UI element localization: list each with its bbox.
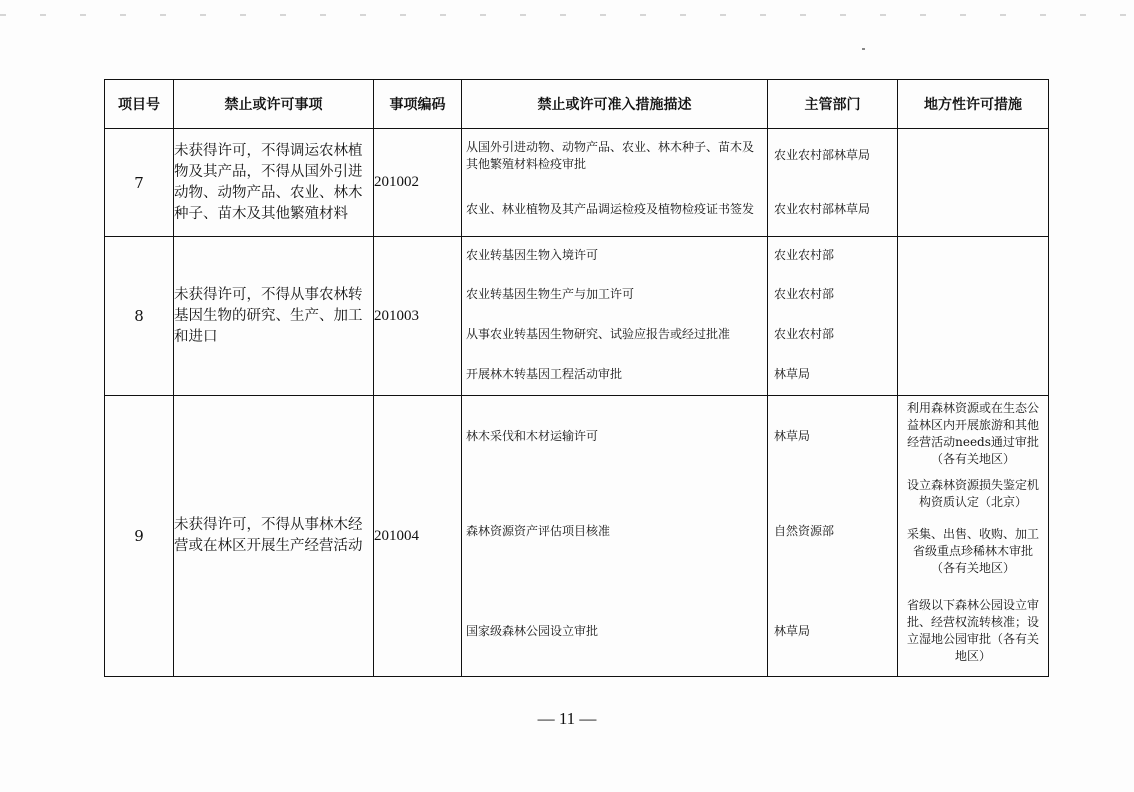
measure-dept: 农业农村部 xyxy=(774,248,835,262)
row-code: 201003 xyxy=(374,237,462,396)
row-local-measures xyxy=(898,237,1049,396)
measure-dept: 农业农村部林草局 xyxy=(774,201,871,216)
permit-table xyxy=(104,79,1049,677)
measure-desc: 农业转基因生物生产与加工许可 xyxy=(466,286,635,301)
table-header-row xyxy=(105,80,1049,129)
measure-desc: 农业、林业植物及其产品调运检疫及植物检疫证书签发 xyxy=(466,201,755,216)
row-item: 未获得许可，不得从事林木经营或在林区开展生产经营活动 xyxy=(174,396,374,677)
row-number: 8 xyxy=(105,237,174,396)
row-descriptions xyxy=(462,237,768,396)
measure-dept: 农业农村部 xyxy=(774,286,835,301)
row-departments xyxy=(768,396,898,677)
local-measure: 省级以下森林公园设立审批、经营权流转核准；设立湿地公园审批（各有关地区） xyxy=(906,598,1039,663)
measure-desc: 从事农业转基因生物研究、试验应报告或经过批准 xyxy=(466,326,731,341)
page-number: — 11 — xyxy=(537,709,597,728)
row-code: 201002 xyxy=(374,129,462,237)
header-description: 禁止或许可准入措施描述 xyxy=(462,80,768,129)
measure-desc: 开展林木转基因工程活动审批 xyxy=(466,367,623,381)
table-row xyxy=(105,237,1049,396)
header-item: 禁止或许可事项 xyxy=(174,80,374,129)
row-local-measures xyxy=(898,129,1049,237)
row-code: 201004 xyxy=(374,396,462,677)
measure-dept: 林草局 xyxy=(774,623,811,638)
measure-desc: 林木采伐和木材运输许可 xyxy=(466,428,599,443)
row-item: 未获得许可，不得从事农林转基因生物的研究、生产、加工和进口 xyxy=(174,237,374,396)
row-number: 9 xyxy=(105,396,174,677)
row-local-measures xyxy=(898,396,1049,677)
measure-dept: 林草局 xyxy=(774,428,811,443)
header-item-no: 项目号 xyxy=(105,80,174,129)
row-departments xyxy=(768,129,898,237)
scan-speck xyxy=(862,48,865,50)
row-descriptions xyxy=(462,396,768,677)
header-code: 事项编码 xyxy=(374,80,462,129)
table-row xyxy=(105,396,1049,677)
measure-dept: 林草局 xyxy=(774,367,811,381)
measure-dept: 自然资源部 xyxy=(774,523,835,538)
table-row xyxy=(105,129,1049,237)
header-local-measures: 地方性许可措施 xyxy=(898,80,1049,129)
row-number: 7 xyxy=(105,129,174,237)
scan-header-artifact xyxy=(0,14,1134,16)
measure-desc: 森林资源资产评估项目核准 xyxy=(466,523,611,538)
measure-dept: 农业农村部 xyxy=(774,326,835,341)
measure-desc: 农业转基因生物入境许可 xyxy=(466,248,599,262)
row-departments xyxy=(768,237,898,396)
header-department: 主管部门 xyxy=(768,80,898,129)
measure-desc: 国家级森林公园设立审批 xyxy=(466,623,599,638)
row-item: 未获得许可，不得调运农林植物及其产品，不得从国外引进动物、动物产品、农业、林木种子、苗木及其他繁殖材料 xyxy=(174,129,374,237)
row-descriptions xyxy=(462,129,768,237)
local-measure: 设立森林资源损失鉴定机构资质认定（北京） xyxy=(906,478,1039,509)
local-measure: 利用森林资源或在生态公益林区内开展旅游和其他经营活动needs通过审批（各有关地区） xyxy=(906,401,1039,466)
measure-desc: 从国外引进动物、动物产品、农业、林木种子、苗木及其他繁殖材料检疫审批 xyxy=(466,139,755,171)
local-measure: 采集、出售、收购、加工省级重点珍稀林木审批（各有关地区） xyxy=(906,526,1039,575)
measure-dept: 农业农村部林草局 xyxy=(774,148,871,162)
